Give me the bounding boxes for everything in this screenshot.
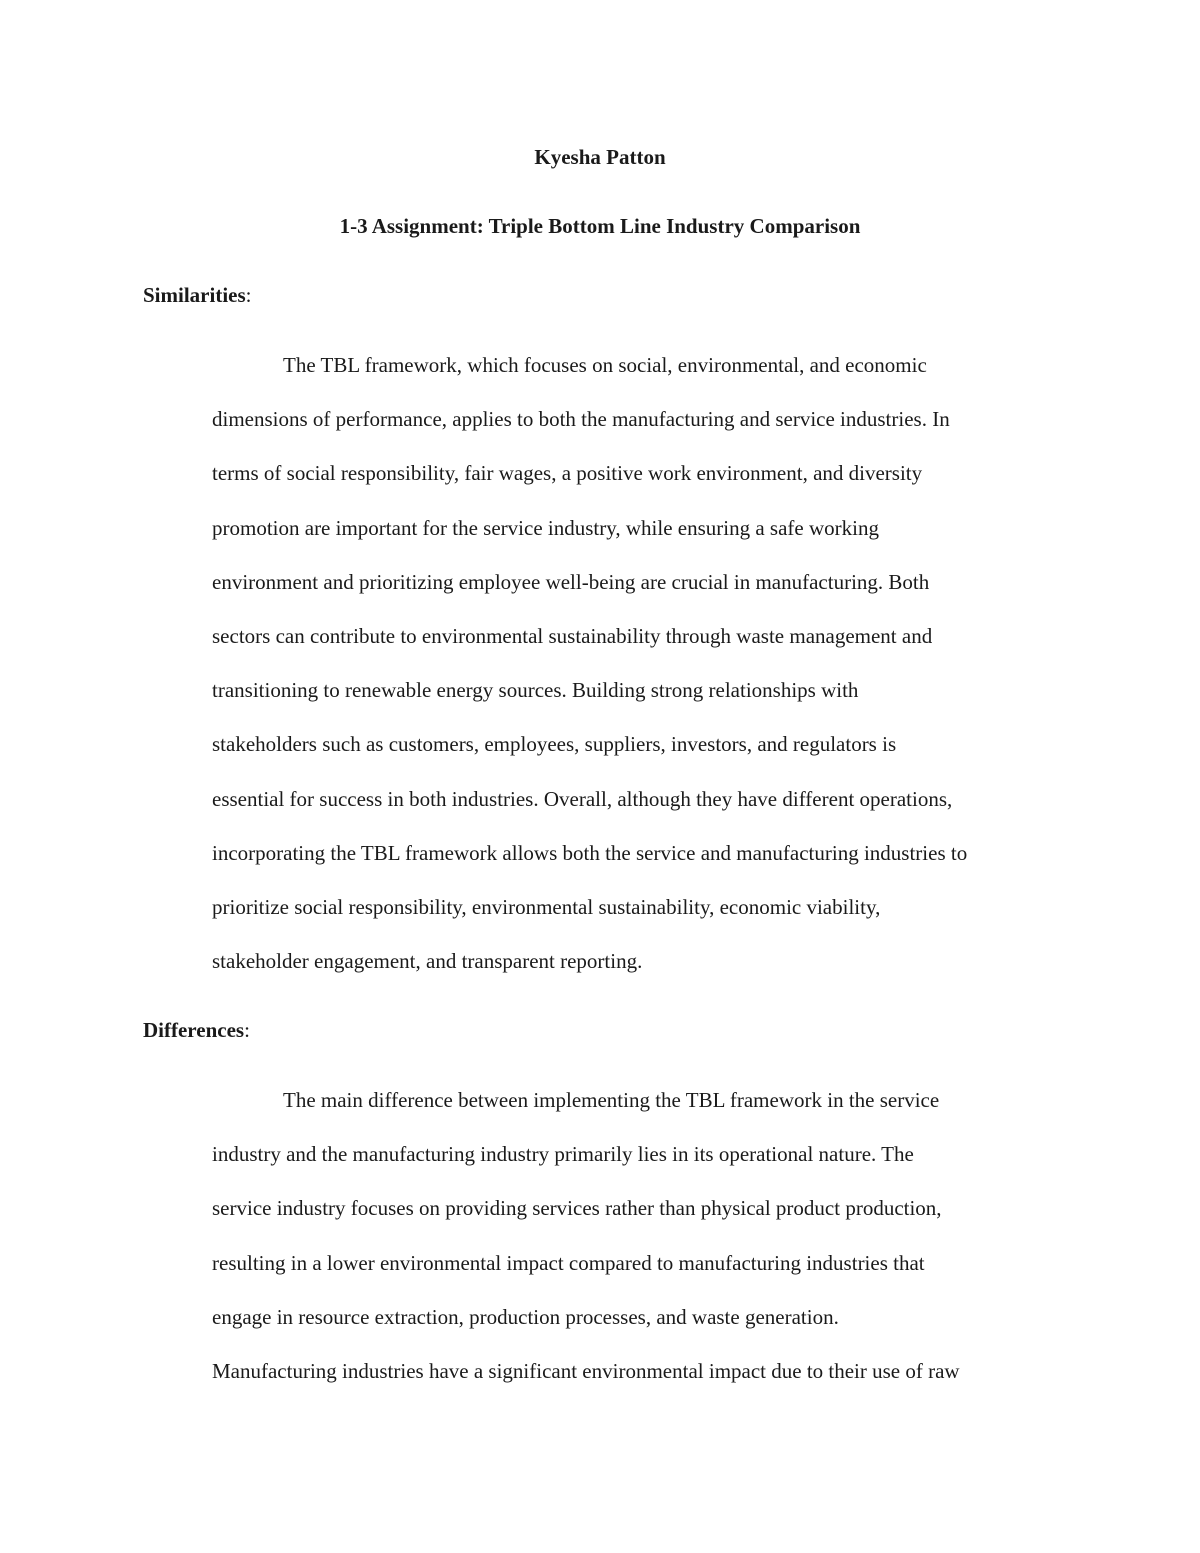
heading-colon: :: [244, 1018, 250, 1042]
paragraph-line: engage in resource extraction, production processes, and waste generation.: [212, 1304, 839, 1329]
heading-text: Differences: [143, 1018, 245, 1042]
heading-colon: :: [245, 283, 252, 307]
paragraph-line: incorporating the TBL framework allows both the service and manufacturing industries to: [212, 840, 968, 865]
paragraph-line: The main difference between implementing the TBL framework in the service: [283, 1088, 940, 1112]
paragraph-line: resulting in a lower environmental impact compared to manufacturing industries that: [212, 1250, 925, 1275]
paragraph-line: dimensions of performance, applies to both the manufacturing and service industries. In: [212, 407, 950, 432]
paragraph-line: transitioning to renewable energy sources. Building strong relationships with: [212, 678, 859, 703]
paragraph-line: environment and prioritizing employee well-being are crucial in manufacturing. Both: [212, 569, 930, 594]
author-name: Kyesha Patton: [534, 145, 666, 169]
section-heading-differences: [143, 1015, 250, 1045]
paragraph-line: The TBL framework, which focuses on social, environmental, and economic: [283, 353, 927, 377]
paragraph-line: terms of social responsibility, fair wages, a positive work environment, and diversity: [212, 461, 923, 486]
paragraph-line: stakeholder engagement, and transparent reporting.: [212, 949, 643, 974]
assignment-title: 1-3 Assignment: Triple Bottom Line Industry Comparison: [339, 214, 861, 238]
paragraph-line: service industry focuses on providing services rather than physical product production,: [212, 1196, 942, 1221]
section-heading-similarities: [143, 280, 252, 310]
paragraph-line: promotion are important for the service industry, while ensuring a safe working: [212, 515, 879, 540]
paragraph-line: sectors can contribute to environmental sustainability through waste management and: [212, 624, 933, 649]
differences-paragraph: [212, 1073, 960, 1398]
paragraph-line: Manufacturing industries have a significant environmental impact due to their use of raw: [212, 1359, 960, 1384]
paragraph-line: stakeholders such as customers, employees, suppliers, investors, and regulators is: [212, 732, 897, 757]
similarities-paragraph: [212, 338, 967, 988]
heading-text: Similarities: [143, 283, 246, 307]
paragraph-line: essential for success in both industries. Overall, although they have different operations,: [212, 786, 953, 811]
paragraph-line: industry and the manufacturing industry primarily lies in its operational nature. The: [212, 1142, 914, 1167]
paragraph-line: prioritize social responsibility, environmental sustainability, economic viability,: [212, 895, 881, 920]
